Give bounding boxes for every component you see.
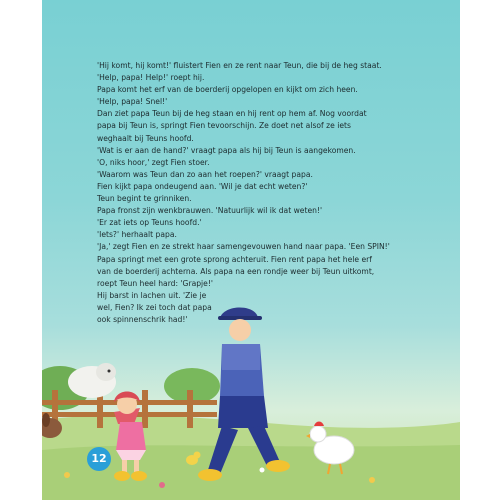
page-number-badge: 12 [87, 447, 111, 471]
story-line: papa bij Teun is, springt Fien tevoorschijn. Ze doet net alsof ze iets [97, 121, 351, 131]
story-line: Papa komt het erf van de boerderij opgelopen en kijkt om zich heen. [97, 85, 358, 95]
story-line: 'Help, papa! Snel!' [97, 97, 168, 107]
story-line: van de boerderij achterna. Als papa na een rondje weer bij Teun uitkomt, [97, 266, 375, 276]
book-page [42, 0, 460, 500]
story-line: 'Help, papa! Help!' roept hij. [97, 73, 205, 83]
story-line: Papa springt met een grote sprong achteruit. Fien rent papa het hele erf [97, 254, 372, 264]
story-line: Papa fronst zijn wenkbrauwen. 'Natuurlijk wil ik dat weten!' [97, 206, 323, 216]
story-line: 'Ja,' zegt Fien en ze strekt haar samengevouwen hand naar papa. 'Een SPIN!' [97, 242, 390, 252]
story-line: Teun begint te grinniken. [97, 194, 192, 204]
story-line: 'Wat is er aan de hand?' vraagt papa als hij bij Teun is aangekomen. [97, 145, 356, 155]
story-line: Hij barst in lachen uit. 'Zie je [97, 290, 207, 300]
story-line: 'Waarom was Teun dan zo aan het roepen?' vraagt papa. [97, 169, 313, 179]
story-text [97, 60, 442, 326]
story-line: Dan ziet papa Teun bij de heg staan en hij rent op hem af. Nog voordat [97, 109, 367, 119]
sheep-illustration [68, 363, 116, 398]
story-line: 'Er zat iets op Teuns hoofd.' [97, 218, 202, 228]
story-line: 'Iets?' herhaalt papa. [97, 230, 177, 240]
story-line: weghaalt bij Teuns hoofd. [97, 133, 194, 143]
story-line: 'O, niks hoor,' zegt Fien stoer. [97, 157, 210, 167]
story-line: 'Hij komt, hij komt!' fluistert Fien en ze rent naar Teun, die bij de heg staat. [97, 61, 382, 70]
farm-illustration [42, 300, 460, 500]
story-line: ook spinnenschrik had!' [97, 314, 188, 324]
story-line: roept Teun heel hard: 'Grapje!' [97, 278, 213, 288]
story-line: Fien kijkt papa ondeugend aan. 'Wil je dat echt weten?' [97, 181, 308, 191]
story-line: wel, Fien? Ik zei toch dat papa [97, 302, 212, 312]
